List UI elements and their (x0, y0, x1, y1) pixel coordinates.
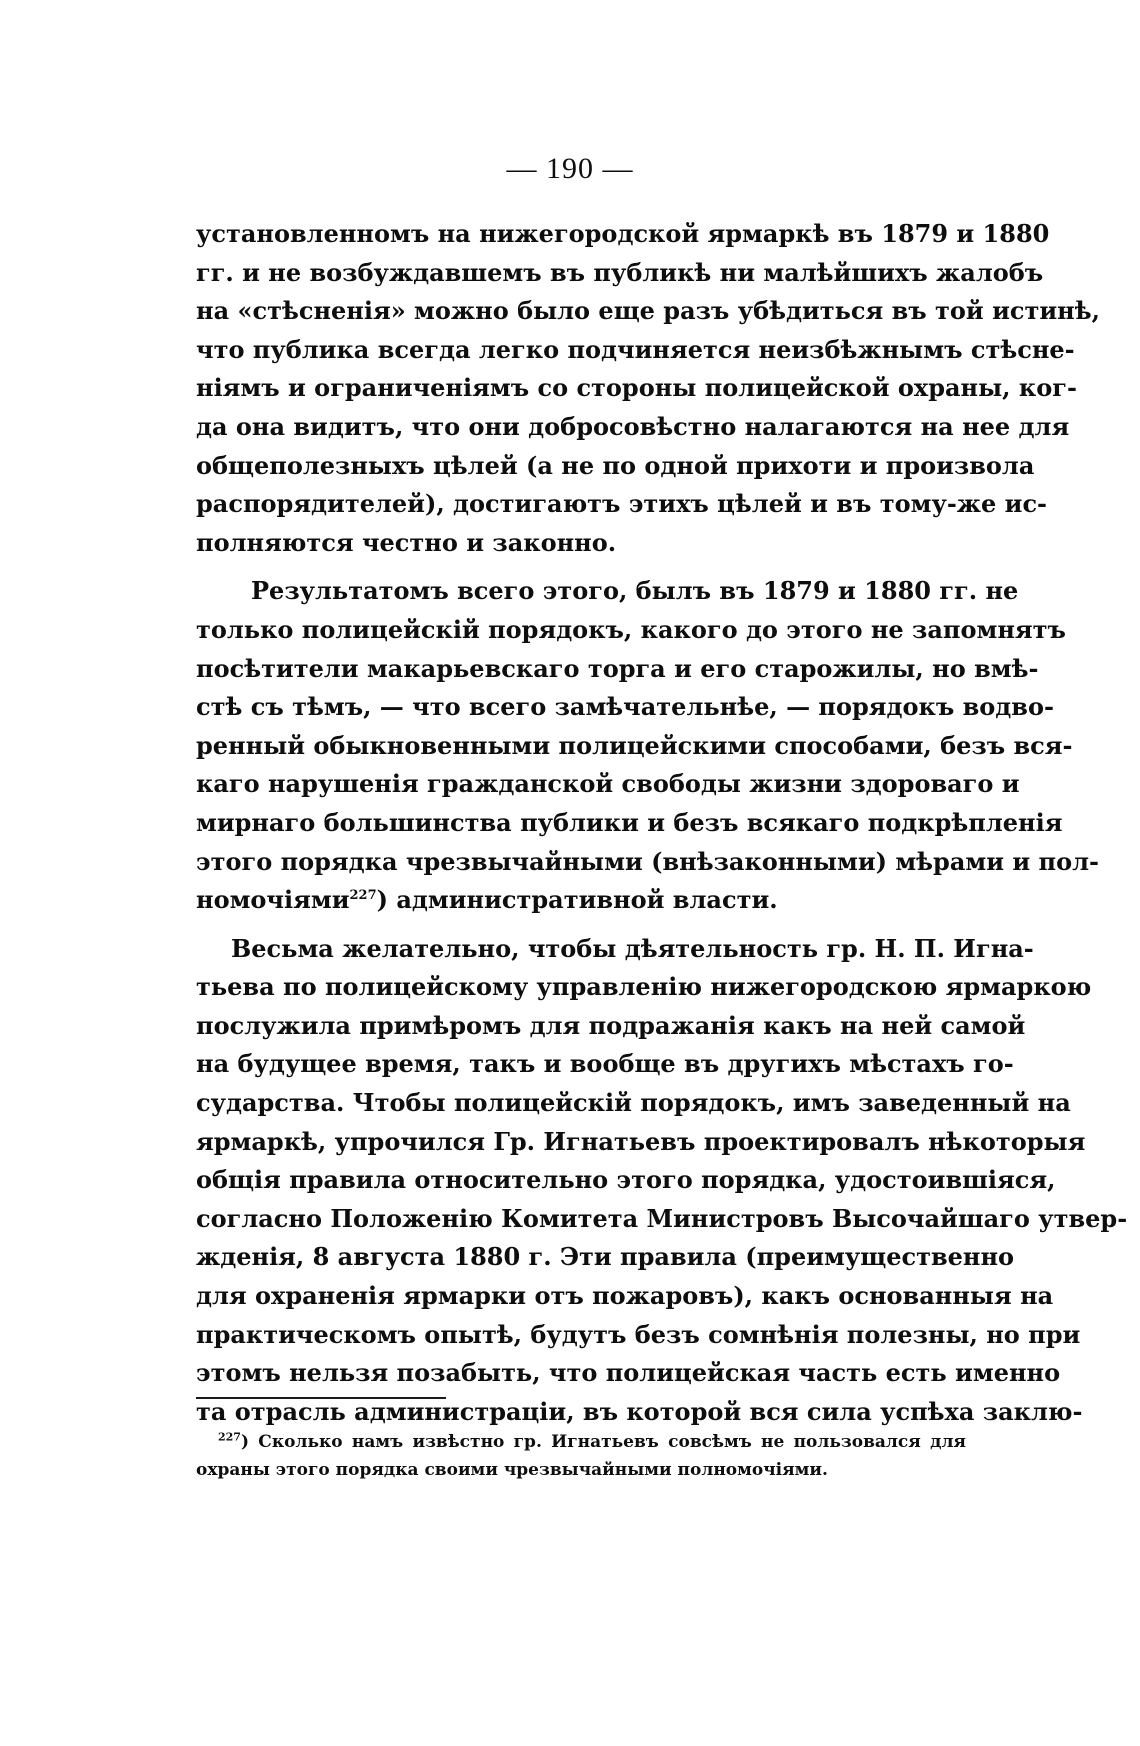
text-line: полняются честно и законно. (196, 527, 617, 557)
text-line: ярмаркѣ, упрочился Гр. Игнатьевъ проектировалъ нѣкоторыя (196, 1126, 1086, 1156)
text-line: для охраненія ярмарки отъ пожаровъ), какъ основанныя на (196, 1281, 1054, 1311)
text-line: практическомъ опытѣ, будутъ безъ сомнѣнія полезны, но при (196, 1319, 1081, 1349)
text-line: Весьма желательно, чтобы дѣятельность гр. Н. П. Игна- (231, 933, 1034, 963)
text-line: гг. и не возбуждавшемъ въ публикѣ ни малѣйшихъ жалобъ (196, 257, 1044, 287)
text-line: та отрасль администраціи, въ которой вся сила успѣха заклю- (196, 1396, 1083, 1426)
footnote-line: охраны этого порядка своими чрезвычайными полномочіями. (196, 1460, 828, 1480)
text-line: общеполезныхъ цѣлей (а не по одной прихоти и произвола (196, 450, 1035, 480)
text-line: согласно Положенію Комитета Министровъ Высочайшаго утвер- (196, 1203, 1128, 1233)
text-line: на будущее время, такъ и вообще въ другихъ мѣстахъ го- (196, 1049, 1014, 1079)
text-line: сударства. Чтобы полицейскій порядокъ, имъ заведенный на (196, 1088, 1071, 1118)
paragraph-2 (196, 572, 1099, 919)
text-line: распорядителей), достигаютъ этихъ цѣлей и въ тому-же ис- (196, 489, 1048, 519)
text-line: что публика всегда легко подчиняется неизбѣжнымъ стѣсне- (196, 334, 1075, 364)
text-line: посѣтители макарьевскаго торга и его старожилы, но вмѣ- (196, 653, 1039, 683)
footnote-reference[interactable]: 227 (349, 888, 377, 904)
paragraph-gap (196, 920, 966, 930)
paragraph-1 (196, 215, 1100, 562)
text-fragment: ) административной власти. (376, 885, 778, 915)
footnote-mark: 227 (218, 1430, 241, 1444)
text-line: Результатомъ всего этого, былъ въ 1879 и 1880 гг. не (251, 576, 1019, 606)
text-line: ніямъ и ограниченіямъ со стороны полицейской охраны, ког- (196, 373, 1077, 403)
text-line: жденія, 8 августа 1880 г. Эти правила (преимущественно (196, 1242, 1015, 1272)
text-line (196, 881, 966, 920)
footnote-line (196, 1428, 966, 1456)
paragraph-gap (196, 562, 966, 572)
text-body (196, 215, 1128, 1431)
footnote-divider (196, 1397, 446, 1399)
text-line: этомъ нельзя позабыть, что полицейская часть есть именно (196, 1358, 1061, 1388)
text-line: тьева по полицейскому управленію нижегородскою ярмаркою (196, 972, 1092, 1002)
text-line: на «стѣсненія» можно было еще разъ убѣдиться въ той истинѣ, (196, 296, 1100, 326)
text-line: этого порядка чрезвычайными (внѣзаконными) мѣрами и пол- (196, 846, 1099, 876)
text-line: стѣ съ тѣмъ, — что всего замѣчательнѣе, — порядокъ водво- (196, 692, 1054, 722)
paragraph-3 (196, 930, 1128, 1432)
text-line: ренный обыкновенными полицейскими способами, безъ вся- (196, 730, 1073, 760)
text-fragment: номочіями (196, 885, 350, 915)
text-line: установленномъ на нижегородской ярмаркѣ въ 1879 и 1880 (196, 219, 1050, 248)
footnote-text: ) Сколько намъ извѣстно гр. Игнатьевъ совсѣмъ не пользовался для (240, 1432, 966, 1452)
text-line: только полицейскій порядокъ, какого до этого не запомнятъ (196, 614, 1066, 644)
text-line: послужила примѣромъ для подражанія какъ на ней самой (196, 1010, 1026, 1040)
page-number: — 190 — (506, 152, 634, 185)
text-line: мирнаго большинства публики и безъ всякаго подкрѣпленія (196, 807, 1063, 837)
footnotes (196, 1428, 966, 1484)
text-line: каго нарушенія гражданской свободы жизни здороваго и (196, 769, 1020, 799)
text-line: общія правила относительно этого порядка, удостоившіяся, (196, 1165, 1056, 1195)
text-line: да она видитъ, что они добросовѣстно налагаются на нее для (196, 411, 1070, 441)
